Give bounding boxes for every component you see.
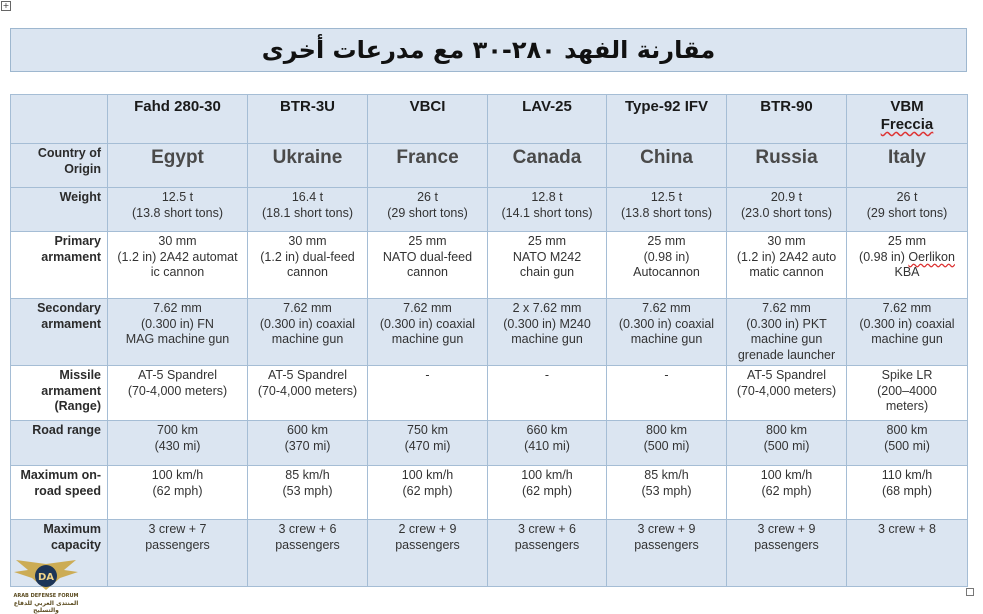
table-cell	[108, 520, 248, 587]
eagle-emblem-icon	[6, 556, 86, 596]
cell-line: 3 crew + 6	[517, 522, 576, 536]
cell-line: NATO dual-feed	[382, 249, 473, 264]
table-cell: Canada	[488, 144, 607, 188]
cell-line: 800 km	[766, 423, 807, 437]
cell-line: (62 mph)	[521, 483, 573, 498]
cell-line: (70-4,000 meters)	[736, 383, 837, 398]
table-cell	[248, 232, 368, 299]
cell-line: machine gun	[871, 332, 943, 346]
vehicle-name-line2: Freccia	[880, 116, 934, 133]
cell-line: 26 t	[896, 190, 918, 204]
table-cell	[847, 299, 968, 366]
cell-line: 100 km/h	[521, 468, 573, 482]
cell-line: 3 crew + 6	[278, 522, 337, 536]
cell-line: NATO M242	[512, 249, 582, 264]
row-label: Maximum on-road speed	[11, 466, 108, 520]
cell-line: Autocannon	[633, 265, 700, 279]
table-cell	[248, 299, 368, 366]
cell-line: (13.8 short tons)	[131, 205, 223, 220]
table-cell	[847, 421, 968, 466]
table-cell	[847, 466, 968, 520]
cell-line: (23.0 short tons)	[740, 205, 832, 220]
cell-line: (70-4,000 meters)	[127, 383, 228, 398]
cell-line: -	[425, 368, 430, 382]
cell-line: 7.62 mm	[762, 301, 811, 315]
cell-line: MAG machine gun	[125, 332, 230, 346]
table-cell	[607, 188, 727, 232]
cell-line: 7.62 mm	[283, 301, 332, 315]
table-cell	[727, 421, 847, 466]
cell-line: (1.2 in) 2A42 automat	[117, 249, 238, 264]
table-cell	[727, 520, 847, 587]
cell-line: (0.300 in) FN	[141, 316, 214, 331]
table-cell	[607, 466, 727, 520]
table-cell	[607, 299, 727, 366]
row-label: Weight	[11, 188, 108, 232]
table-cell	[108, 232, 248, 299]
table-cell	[847, 188, 968, 232]
table-cell	[368, 299, 488, 366]
cell-line: 750 km	[407, 423, 448, 437]
table-cell	[368, 232, 488, 299]
cell-line: 100 km/h	[401, 468, 454, 482]
table-cell	[248, 421, 368, 466]
cell-line: 20.9 t	[770, 190, 803, 204]
cell-line: (0.300 in) coaxial	[859, 316, 955, 331]
cell-line: 7.62 mm	[153, 301, 202, 315]
table-resize-handle[interactable]	[966, 588, 974, 596]
cell-line: (0.300 in) coaxial	[379, 316, 476, 331]
cell-line: (62 mph)	[152, 483, 203, 498]
table-cell	[607, 232, 727, 299]
cell-line: 7.62 mm	[642, 301, 691, 315]
cell-line: (0.98 in) Oerlikon	[859, 249, 955, 264]
arab-defense-forum-logo	[6, 556, 86, 612]
cell-line: 85 km/h	[285, 468, 330, 482]
cell-line: 110 km/h	[881, 468, 933, 482]
cell-line: KBA	[894, 265, 920, 279]
table-cell	[727, 466, 847, 520]
cell-line: (500 mi)	[643, 438, 690, 453]
table-cell	[248, 466, 368, 520]
cell-line: (500 mi)	[884, 438, 930, 453]
table-cell: Egypt	[108, 144, 248, 188]
cell-line: 3 crew + 7	[148, 522, 207, 536]
table-cell	[108, 466, 248, 520]
cell-line: 25 mm	[408, 234, 447, 248]
logo-name: ARAB DEFENSE FORUM	[13, 593, 79, 599]
cell-line: (14.1 short tons)	[501, 205, 593, 220]
table-cell	[368, 421, 488, 466]
cell-line: 2 x 7.62 mm	[512, 301, 582, 315]
cell-line: (53 mph)	[282, 483, 333, 498]
cell-line: (29 short tons)	[866, 205, 948, 220]
cell-line: (430 mi)	[154, 438, 201, 453]
table-cell	[248, 188, 368, 232]
table-cell	[727, 366, 847, 421]
table-move-handle[interactable]: +	[2, 1, 10, 10]
cell-line: passengers	[275, 537, 340, 552]
table-cell	[108, 366, 248, 421]
cell-line: 12.5 t	[650, 190, 683, 204]
page-title: مقارنة الفهد ٢٨٠-٣٠ مع مدرعات أخرى	[261, 36, 716, 64]
cell-line: (410 mi)	[524, 438, 570, 453]
cell-line: -	[544, 368, 550, 382]
table-cell	[488, 188, 607, 232]
missile-row	[11, 366, 968, 421]
vehicle-name	[847, 95, 968, 144]
cell-line: (470 mi)	[404, 438, 451, 453]
cell-line: 660 km	[526, 423, 568, 437]
cell-line: (29 short tons)	[387, 205, 468, 220]
cell-line: meters)	[885, 399, 929, 413]
table-cell: France	[368, 144, 488, 188]
table-cell	[607, 520, 727, 587]
table-cell	[368, 466, 488, 520]
table-cell	[368, 188, 488, 232]
cell-line: machine gun	[271, 332, 344, 346]
cell-line: 30 mm	[158, 234, 197, 248]
cell-line: 85 km/h	[644, 468, 689, 482]
cell-line: 3 crew + 8	[877, 522, 936, 536]
vehicle-name: Fahd 280-30	[108, 95, 248, 144]
cell-line: -	[664, 368, 669, 382]
cell-line: 12.5 t	[161, 190, 194, 204]
cell-line: 7.62 mm	[403, 301, 452, 315]
corner-cell	[11, 95, 108, 144]
cell-line: (68 mph)	[881, 483, 933, 498]
cell-line: passengers	[514, 537, 580, 552]
table-cell	[727, 188, 847, 232]
cell-line: (0.300 in) coaxial	[259, 316, 356, 331]
cell-line: 100 km/h	[760, 468, 813, 482]
cell-line: (1.2 in) 2A42 auto	[736, 249, 837, 264]
cell-line: (62 mph)	[402, 483, 453, 498]
primary-row	[11, 232, 968, 299]
table-cell	[488, 366, 607, 421]
cell-line: 25 mm	[887, 234, 927, 248]
logo-arabic: المنتدى العربي للدفاع والتسليح	[13, 600, 79, 614]
cell-line: 100 km/h	[151, 468, 204, 482]
cell-line: (0.300 in) PKT	[746, 316, 827, 331]
table-cell	[847, 520, 968, 587]
cell-line: passengers	[634, 537, 699, 552]
cell-line: 800 km	[646, 423, 687, 437]
range-row	[11, 421, 968, 466]
table-cell: Italy	[847, 144, 968, 188]
table-cell	[607, 421, 727, 466]
row-label: Road range	[11, 421, 108, 466]
cell-line: machine gun	[750, 332, 823, 346]
vehicle-name: BTR-3U	[248, 95, 368, 144]
table-cell	[108, 421, 248, 466]
table-cell: China	[607, 144, 727, 188]
cell-line: (0.300 in) M240	[503, 316, 591, 331]
cell-line: passengers	[145, 537, 210, 552]
cell-line: Spike LR	[881, 368, 933, 382]
cell-line: 700 km	[157, 423, 198, 437]
title-banner	[10, 28, 967, 72]
cell-line: 25 mm	[647, 234, 686, 248]
cell-line: (500 mi)	[763, 438, 810, 453]
speed-row	[11, 466, 968, 520]
cell-line: 600 km	[287, 423, 328, 437]
capacity-row	[11, 520, 968, 587]
cell-line: 25 mm	[527, 234, 567, 248]
cell-line: (0.98 in)	[643, 249, 690, 264]
cell-line: machine gun	[511, 332, 583, 346]
cell-line: passengers	[754, 537, 819, 552]
weight-row	[11, 188, 968, 232]
row-label: Primary armament	[11, 232, 108, 299]
row-label: Secondary armament	[11, 299, 108, 366]
logo-initials: DA	[37, 572, 55, 583]
cell-line: (0.300 in) coaxial	[618, 316, 715, 331]
cell-line: 3 crew + 9	[757, 522, 816, 536]
vehicle-name: VBCI	[368, 95, 488, 144]
cell-line: passengers	[395, 537, 460, 552]
cell-line: 16.4 t	[291, 190, 324, 204]
cell-line: matic cannon	[749, 265, 824, 279]
cell-line: ic cannon	[150, 265, 205, 279]
table-cell	[108, 299, 248, 366]
cell-line: machine gun	[391, 332, 464, 346]
cell-line: (62 mph)	[761, 483, 812, 498]
cell-line: 2 crew + 9	[398, 522, 457, 536]
cell-line: (370 mi)	[284, 438, 331, 453]
cell-line: (13.8 short tons)	[620, 205, 712, 220]
table-cell	[727, 232, 847, 299]
table-cell	[607, 366, 727, 421]
cell-line: grenade launcher	[737, 347, 836, 362]
cell-line: AT-5 Spandrel	[268, 368, 347, 382]
cell-line: cannon	[286, 265, 328, 279]
cell-line: chain gun	[519, 265, 575, 279]
cell-line: (18.1 short tons)	[261, 205, 353, 220]
cell-line: 12.8 t	[531, 190, 563, 204]
cell-line: (1.2 in) dual-feed	[260, 249, 355, 264]
cell-line: machine gun	[630, 332, 703, 346]
table-cell: Russia	[727, 144, 847, 188]
row-label: Country of Origin	[11, 144, 108, 188]
cell-line: 26 t	[417, 190, 438, 204]
table-cell	[488, 466, 607, 520]
table-cell	[847, 232, 968, 299]
cell-line: 7.62 mm	[882, 301, 932, 315]
comparison-table	[10, 94, 968, 587]
cell-line: (70-4,000 meters)	[257, 383, 358, 398]
row-label: Maximum capacity	[11, 520, 108, 587]
cell-line: AT-5 Spandrel	[747, 368, 826, 382]
cell-line: AT-5 Spandrel	[138, 368, 217, 382]
row-label: Missile armament (Range)	[11, 366, 108, 421]
table-cell	[368, 366, 488, 421]
cell-line: 800 km	[886, 423, 928, 437]
table-cell	[248, 366, 368, 421]
table-cell	[488, 232, 607, 299]
table-cell	[108, 188, 248, 232]
spellcheck-word: Oerlikon	[908, 249, 955, 264]
vehicle-name: LAV-25	[488, 95, 607, 144]
cell-line: 30 mm	[288, 234, 327, 248]
table-cell	[248, 520, 368, 587]
country-row	[11, 144, 968, 188]
cell-line: 30 mm	[767, 234, 806, 248]
secondary-row	[11, 299, 968, 366]
table-cell	[488, 421, 607, 466]
table-cell	[488, 520, 607, 587]
table-cell	[488, 299, 607, 366]
vehicle-header-row	[11, 95, 968, 144]
cell-line: 3 crew + 9	[637, 522, 696, 536]
table-cell	[368, 520, 488, 587]
vehicle-name: Type-92 IFV	[607, 95, 727, 144]
cell-line: (53 mph)	[641, 483, 692, 498]
table-cell	[847, 366, 968, 421]
cell-line: cannon	[406, 265, 448, 279]
vehicle-name-line1: VBM	[890, 98, 924, 115]
table-cell: Ukraine	[248, 144, 368, 188]
table-cell	[727, 299, 847, 366]
vehicle-name: BTR-90	[727, 95, 847, 144]
cell-line: (200–4000	[877, 383, 937, 398]
